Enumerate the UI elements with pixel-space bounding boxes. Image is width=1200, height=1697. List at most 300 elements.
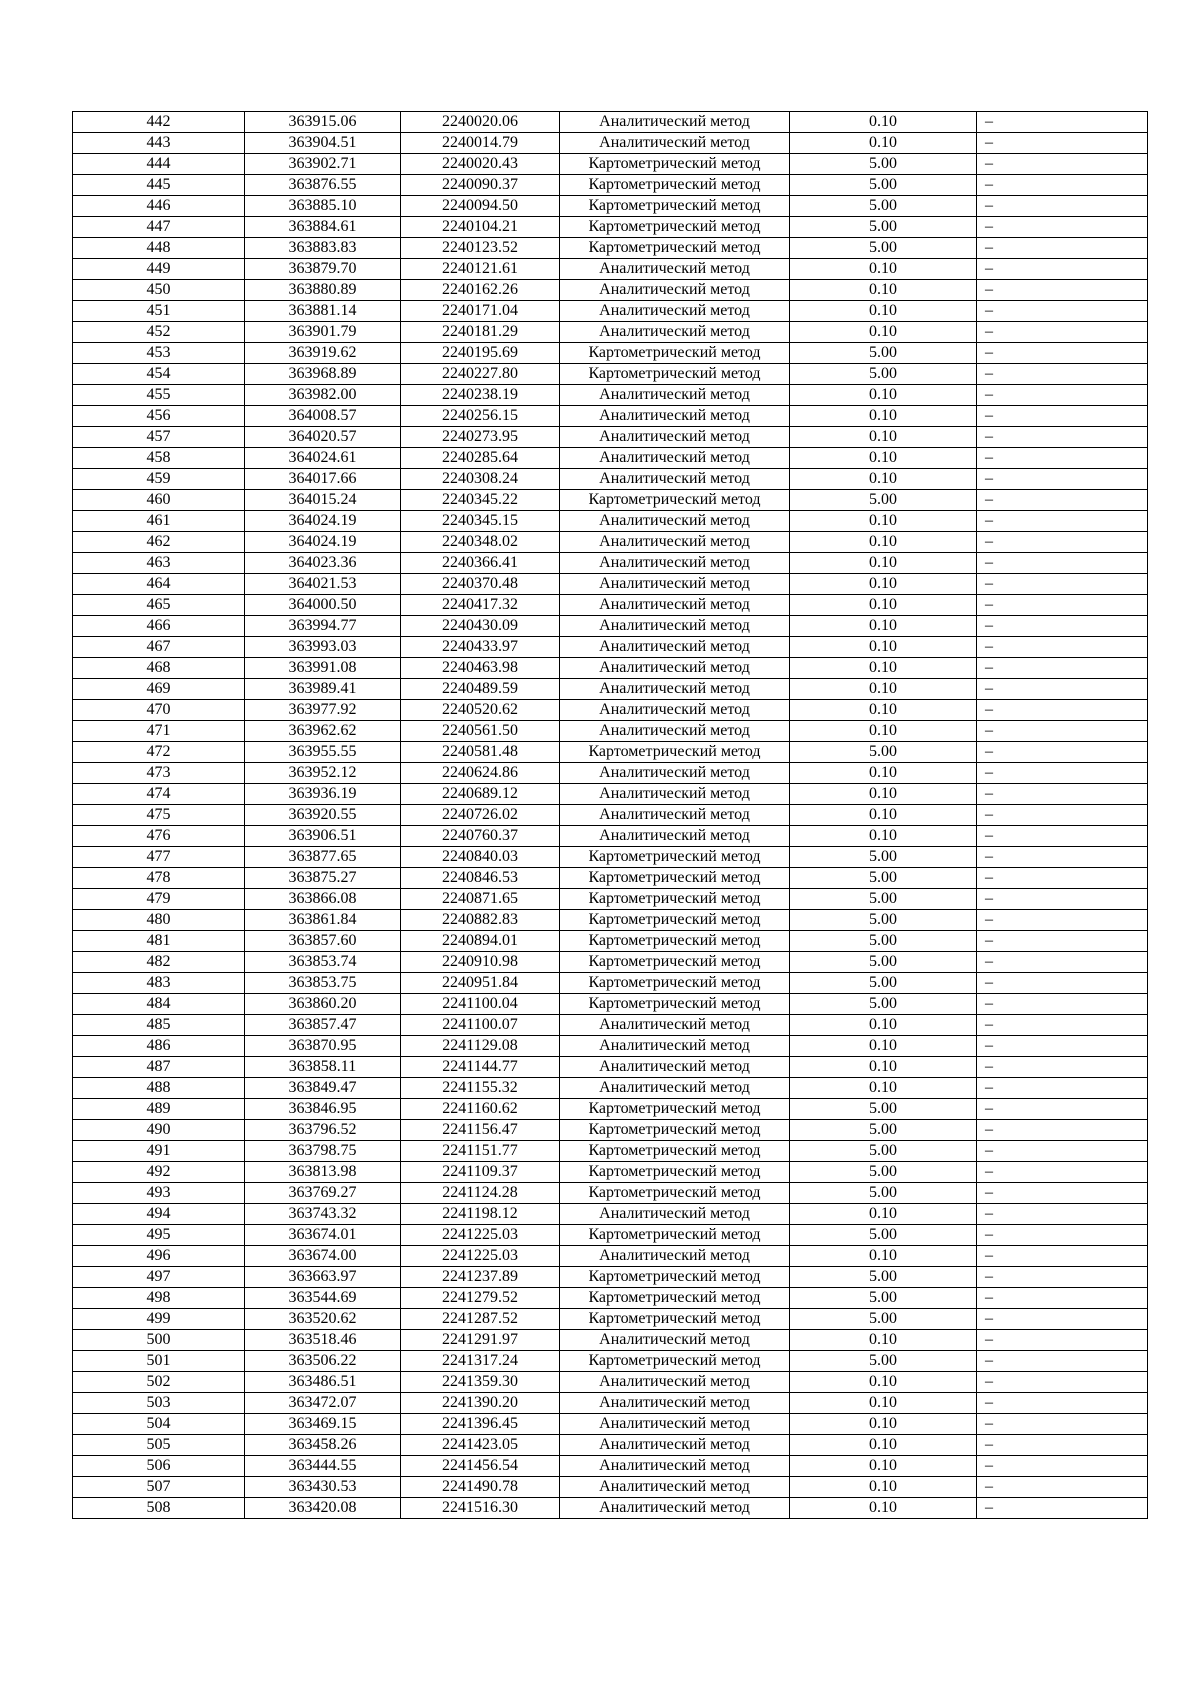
cell-accuracy: 0.10 xyxy=(790,763,977,784)
cell-point-number: 462 xyxy=(73,532,245,553)
cell-accuracy: 0.10 xyxy=(790,1204,977,1225)
cell-coord-x: 363989.41 xyxy=(245,679,401,700)
cell-coord-y: 2240689.12 xyxy=(401,784,560,805)
table-row xyxy=(73,1036,1148,1057)
cell-coord-y: 2241124.28 xyxy=(401,1183,560,1204)
cell-coord-y: 2241396.45 xyxy=(401,1414,560,1435)
cell-accuracy: 5.00 xyxy=(790,910,977,931)
cell-accuracy: 5.00 xyxy=(790,1141,977,1162)
table-row xyxy=(73,1246,1148,1267)
cell-coord-y: 2241225.03 xyxy=(401,1246,560,1267)
cell-method: Аналитический метод xyxy=(560,784,790,805)
cell-method: Аналитический метод xyxy=(560,658,790,679)
cell-description: – xyxy=(977,1246,1148,1267)
cell-accuracy: 5.00 xyxy=(790,217,977,238)
cell-accuracy: 0.10 xyxy=(790,427,977,448)
cell-method: Аналитический метод xyxy=(560,112,790,133)
cell-accuracy: 5.00 xyxy=(790,238,977,259)
cell-method: Аналитический метод xyxy=(560,826,790,847)
cell-description: – xyxy=(977,994,1148,1015)
cell-coord-y: 2241100.07 xyxy=(401,1015,560,1036)
cell-method: Аналитический метод xyxy=(560,1372,790,1393)
cell-description: – xyxy=(977,1330,1148,1351)
cell-method: Картометрический метод xyxy=(560,868,790,889)
cell-method: Аналитический метод xyxy=(560,1393,790,1414)
cell-coord-y: 2241198.12 xyxy=(401,1204,560,1225)
cell-method: Аналитический метод xyxy=(560,1015,790,1036)
table-row xyxy=(73,658,1148,679)
cell-point-number: 463 xyxy=(73,553,245,574)
cell-description: – xyxy=(977,553,1148,574)
cell-accuracy: 5.00 xyxy=(790,952,977,973)
cell-coord-x: 363420.08 xyxy=(245,1498,401,1519)
cell-coord-y: 2240951.84 xyxy=(401,973,560,994)
table-row xyxy=(73,133,1148,154)
cell-method: Картометрический метод xyxy=(560,217,790,238)
cell-coord-y: 2240366.41 xyxy=(401,553,560,574)
table-row xyxy=(73,952,1148,973)
table-row xyxy=(73,1120,1148,1141)
cell-coord-y: 2241225.03 xyxy=(401,1225,560,1246)
cell-method: Картометрический метод xyxy=(560,1162,790,1183)
cell-description: – xyxy=(977,637,1148,658)
table-row xyxy=(73,196,1148,217)
cell-description: – xyxy=(977,1036,1148,1057)
table-row xyxy=(73,679,1148,700)
cell-coord-x: 363982.00 xyxy=(245,385,401,406)
cell-coord-y: 2241317.24 xyxy=(401,1351,560,1372)
cell-point-number: 477 xyxy=(73,847,245,868)
cell-accuracy: 0.10 xyxy=(790,469,977,490)
cell-coord-x: 363977.92 xyxy=(245,700,401,721)
cell-accuracy: 0.10 xyxy=(790,133,977,154)
cell-point-number: 505 xyxy=(73,1435,245,1456)
cell-coord-x: 363884.61 xyxy=(245,217,401,238)
cell-method: Аналитический метод xyxy=(560,1498,790,1519)
cell-accuracy: 0.10 xyxy=(790,805,977,826)
cell-description: – xyxy=(977,406,1148,427)
cell-point-number: 495 xyxy=(73,1225,245,1246)
cell-description: – xyxy=(977,1414,1148,1435)
cell-coord-y: 2240910.98 xyxy=(401,952,560,973)
cell-method: Аналитический метод xyxy=(560,259,790,280)
table-row xyxy=(73,1078,1148,1099)
cell-description: – xyxy=(977,1099,1148,1120)
cell-accuracy: 5.00 xyxy=(790,1162,977,1183)
cell-point-number: 459 xyxy=(73,469,245,490)
cell-point-number: 499 xyxy=(73,1309,245,1330)
cell-accuracy: 0.10 xyxy=(790,1330,977,1351)
table-row xyxy=(73,1330,1148,1351)
cell-method: Аналитический метод xyxy=(560,532,790,553)
cell-point-number: 488 xyxy=(73,1078,245,1099)
cell-coord-y: 2240463.98 xyxy=(401,658,560,679)
cell-description: – xyxy=(977,154,1148,175)
table-row xyxy=(73,763,1148,784)
cell-description: – xyxy=(977,1393,1148,1414)
cell-method: Картометрический метод xyxy=(560,154,790,175)
cell-method: Картометрический метод xyxy=(560,343,790,364)
table-row xyxy=(73,1393,1148,1414)
cell-point-number: 489 xyxy=(73,1099,245,1120)
table-row xyxy=(73,1477,1148,1498)
cell-point-number: 461 xyxy=(73,511,245,532)
cell-description: – xyxy=(977,700,1148,721)
cell-point-number: 443 xyxy=(73,133,245,154)
cell-coord-y: 2240430.09 xyxy=(401,616,560,637)
cell-coord-x: 364008.57 xyxy=(245,406,401,427)
cell-description: – xyxy=(977,1015,1148,1036)
cell-method: Картометрический метод xyxy=(560,1225,790,1246)
cell-coord-x: 363952.12 xyxy=(245,763,401,784)
cell-accuracy: 0.10 xyxy=(790,112,977,133)
cell-accuracy: 0.10 xyxy=(790,574,977,595)
table-row xyxy=(73,385,1148,406)
cell-accuracy: 5.00 xyxy=(790,742,977,763)
cell-coord-y: 2241390.20 xyxy=(401,1393,560,1414)
cell-accuracy: 5.00 xyxy=(790,175,977,196)
cell-method: Аналитический метод xyxy=(560,301,790,322)
cell-coord-x: 363915.06 xyxy=(245,112,401,133)
cell-coord-y: 2240238.19 xyxy=(401,385,560,406)
cell-description: – xyxy=(977,259,1148,280)
table-row xyxy=(73,553,1148,574)
cell-coord-x: 363796.52 xyxy=(245,1120,401,1141)
cell-coord-x: 363853.75 xyxy=(245,973,401,994)
table-row xyxy=(73,427,1148,448)
cell-coord-y: 2241155.32 xyxy=(401,1078,560,1099)
cell-coord-y: 2240581.48 xyxy=(401,742,560,763)
cell-point-number: 466 xyxy=(73,616,245,637)
cell-description: – xyxy=(977,1456,1148,1477)
cell-coord-y: 2241100.04 xyxy=(401,994,560,1015)
table-row xyxy=(73,532,1148,553)
cell-description: – xyxy=(977,238,1148,259)
cell-coord-x: 363881.14 xyxy=(245,301,401,322)
cell-coord-x: 364000.50 xyxy=(245,595,401,616)
table-row xyxy=(73,175,1148,196)
cell-coord-x: 363904.51 xyxy=(245,133,401,154)
cell-coord-y: 2240846.53 xyxy=(401,868,560,889)
cell-point-number: 479 xyxy=(73,889,245,910)
cell-coord-y: 2241156.47 xyxy=(401,1120,560,1141)
cell-point-number: 483 xyxy=(73,973,245,994)
cell-coord-x: 363430.53 xyxy=(245,1477,401,1498)
cell-description: – xyxy=(977,1225,1148,1246)
cell-coord-y: 2240256.15 xyxy=(401,406,560,427)
cell-accuracy: 5.00 xyxy=(790,1099,977,1120)
cell-point-number: 502 xyxy=(73,1372,245,1393)
cell-coord-x: 363879.70 xyxy=(245,259,401,280)
cell-description: – xyxy=(977,1057,1148,1078)
cell-description: – xyxy=(977,574,1148,595)
cell-coord-x: 363920.55 xyxy=(245,805,401,826)
cell-method: Аналитический метод xyxy=(560,1435,790,1456)
cell-coord-y: 2240561.50 xyxy=(401,721,560,742)
cell-accuracy: 0.10 xyxy=(790,1414,977,1435)
table-row xyxy=(73,973,1148,994)
table-row xyxy=(73,805,1148,826)
cell-coord-x: 363906.51 xyxy=(245,826,401,847)
cell-coord-y: 2241109.37 xyxy=(401,1162,560,1183)
cell-method: Аналитический метод xyxy=(560,406,790,427)
cell-method: Картометрический метод xyxy=(560,1267,790,1288)
cell-point-number: 485 xyxy=(73,1015,245,1036)
cell-accuracy: 5.00 xyxy=(790,1309,977,1330)
cell-description: – xyxy=(977,364,1148,385)
cell-coord-x: 363861.84 xyxy=(245,910,401,931)
cell-point-number: 468 xyxy=(73,658,245,679)
cell-point-number: 458 xyxy=(73,448,245,469)
cell-coord-y: 2240104.21 xyxy=(401,217,560,238)
cell-description: – xyxy=(977,658,1148,679)
cell-description: – xyxy=(977,1162,1148,1183)
table-row xyxy=(73,910,1148,931)
cell-coord-y: 2240345.22 xyxy=(401,490,560,511)
cell-coord-y: 2240090.37 xyxy=(401,175,560,196)
cell-description: – xyxy=(977,112,1148,133)
cell-description: – xyxy=(977,1351,1148,1372)
cell-description: – xyxy=(977,868,1148,889)
cell-description: – xyxy=(977,427,1148,448)
cell-coord-y: 2240308.24 xyxy=(401,469,560,490)
cell-coord-y: 2240162.26 xyxy=(401,280,560,301)
cell-coord-x: 363877.65 xyxy=(245,847,401,868)
cell-point-number: 478 xyxy=(73,868,245,889)
cell-coord-y: 2240894.01 xyxy=(401,931,560,952)
cell-method: Аналитический метод xyxy=(560,511,790,532)
cell-coord-y: 2240181.29 xyxy=(401,322,560,343)
cell-accuracy: 0.10 xyxy=(790,1015,977,1036)
cell-point-number: 467 xyxy=(73,637,245,658)
cell-coord-y: 2240123.52 xyxy=(401,238,560,259)
cell-description: – xyxy=(977,1372,1148,1393)
cell-method: Аналитический метод xyxy=(560,1036,790,1057)
cell-coord-y: 2240348.02 xyxy=(401,532,560,553)
cell-point-number: 507 xyxy=(73,1477,245,1498)
cell-coord-x: 363866.08 xyxy=(245,889,401,910)
cell-coord-y: 2241237.89 xyxy=(401,1267,560,1288)
cell-method: Картометрический метод xyxy=(560,1183,790,1204)
table-row xyxy=(73,1204,1148,1225)
cell-point-number: 450 xyxy=(73,280,245,301)
cell-description: – xyxy=(977,910,1148,931)
table-row xyxy=(73,259,1148,280)
cell-coord-x: 363813.98 xyxy=(245,1162,401,1183)
cell-point-number: 486 xyxy=(73,1036,245,1057)
cell-coord-x: 363769.27 xyxy=(245,1183,401,1204)
cell-coord-y: 2241423.05 xyxy=(401,1435,560,1456)
cell-accuracy: 0.10 xyxy=(790,826,977,847)
table-row xyxy=(73,889,1148,910)
cell-point-number: 480 xyxy=(73,910,245,931)
table-row xyxy=(73,1309,1148,1330)
cell-accuracy: 0.10 xyxy=(790,700,977,721)
cell-coord-y: 2240760.37 xyxy=(401,826,560,847)
cell-coord-x: 363875.27 xyxy=(245,868,401,889)
cell-coord-x: 363798.75 xyxy=(245,1141,401,1162)
cell-coord-x: 363880.89 xyxy=(245,280,401,301)
cell-coord-y: 2240285.64 xyxy=(401,448,560,469)
table-row xyxy=(73,1057,1148,1078)
cell-accuracy: 5.00 xyxy=(790,1267,977,1288)
cell-coord-y: 2240882.83 xyxy=(401,910,560,931)
cell-coord-y: 2241129.08 xyxy=(401,1036,560,1057)
cell-point-number: 442 xyxy=(73,112,245,133)
cell-method: Аналитический метод xyxy=(560,700,790,721)
table-row xyxy=(73,406,1148,427)
cell-coord-y: 2241516.30 xyxy=(401,1498,560,1519)
cell-coord-x: 364024.61 xyxy=(245,448,401,469)
cell-method: Картометрический метод xyxy=(560,1309,790,1330)
table-row xyxy=(73,238,1148,259)
table-row xyxy=(73,616,1148,637)
cell-method: Аналитический метод xyxy=(560,805,790,826)
cell-description: – xyxy=(977,1309,1148,1330)
cell-accuracy: 0.10 xyxy=(790,532,977,553)
cell-accuracy: 0.10 xyxy=(790,1246,977,1267)
table-row xyxy=(73,994,1148,1015)
cell-coord-y: 2240227.80 xyxy=(401,364,560,385)
cell-coord-y: 2240520.62 xyxy=(401,700,560,721)
cell-method: Аналитический метод xyxy=(560,637,790,658)
cell-point-number: 504 xyxy=(73,1414,245,1435)
cell-coord-y: 2240417.32 xyxy=(401,595,560,616)
cell-accuracy: 0.10 xyxy=(790,406,977,427)
table-row xyxy=(73,280,1148,301)
cell-method: Аналитический метод xyxy=(560,427,790,448)
cell-point-number: 473 xyxy=(73,763,245,784)
cell-coord-x: 363936.19 xyxy=(245,784,401,805)
cell-coord-y: 2241456.54 xyxy=(401,1456,560,1477)
cell-coord-x: 363853.74 xyxy=(245,952,401,973)
cell-accuracy: 0.10 xyxy=(790,259,977,280)
cell-coord-y: 2240171.04 xyxy=(401,301,560,322)
cell-method: Картометрический метод xyxy=(560,1141,790,1162)
cell-point-number: 501 xyxy=(73,1351,245,1372)
cell-accuracy: 5.00 xyxy=(790,1225,977,1246)
cell-point-number: 449 xyxy=(73,259,245,280)
table-row xyxy=(73,574,1148,595)
cell-coord-x: 363883.83 xyxy=(245,238,401,259)
table-row xyxy=(73,1141,1148,1162)
cell-accuracy: 0.10 xyxy=(790,616,977,637)
cell-description: – xyxy=(977,490,1148,511)
cell-coord-y: 2240094.50 xyxy=(401,196,560,217)
cell-accuracy: 0.10 xyxy=(790,280,977,301)
cell-coord-y: 2241151.77 xyxy=(401,1141,560,1162)
cell-coord-y: 2240020.43 xyxy=(401,154,560,175)
cell-coord-y: 2241144.77 xyxy=(401,1057,560,1078)
cell-accuracy: 5.00 xyxy=(790,973,977,994)
cell-point-number: 453 xyxy=(73,343,245,364)
cell-coord-y: 2240195.69 xyxy=(401,343,560,364)
cell-coord-y: 2240726.02 xyxy=(401,805,560,826)
cell-point-number: 493 xyxy=(73,1183,245,1204)
cell-coord-x: 363518.46 xyxy=(245,1330,401,1351)
cell-description: – xyxy=(977,343,1148,364)
cell-method: Картометрический метод xyxy=(560,1351,790,1372)
cell-accuracy: 5.00 xyxy=(790,847,977,868)
cell-coord-x: 363444.55 xyxy=(245,1456,401,1477)
cell-coord-x: 363674.00 xyxy=(245,1246,401,1267)
cell-description: – xyxy=(977,217,1148,238)
table-row xyxy=(73,1288,1148,1309)
cell-method: Картометрический метод xyxy=(560,952,790,973)
cell-coord-y: 2241490.78 xyxy=(401,1477,560,1498)
coordinates-table-body xyxy=(73,112,1148,1519)
table-row xyxy=(73,1267,1148,1288)
cell-coord-y: 2240121.61 xyxy=(401,259,560,280)
cell-coord-y: 2240871.65 xyxy=(401,889,560,910)
cell-method: Картометрический метод xyxy=(560,1288,790,1309)
cell-method: Аналитический метод xyxy=(560,448,790,469)
cell-coord-x: 363846.95 xyxy=(245,1099,401,1120)
table-row xyxy=(73,595,1148,616)
cell-coord-y: 2240014.79 xyxy=(401,133,560,154)
cell-description: – xyxy=(977,847,1148,868)
table-row xyxy=(73,217,1148,238)
cell-coord-y: 2240345.15 xyxy=(401,511,560,532)
cell-method: Аналитический метод xyxy=(560,1078,790,1099)
cell-point-number: 490 xyxy=(73,1120,245,1141)
cell-point-number: 446 xyxy=(73,196,245,217)
cell-description: – xyxy=(977,1141,1148,1162)
table-row xyxy=(73,700,1148,721)
cell-accuracy: 0.10 xyxy=(790,1078,977,1099)
cell-method: Картометрический метод xyxy=(560,238,790,259)
cell-coord-x: 363857.60 xyxy=(245,931,401,952)
cell-point-number: 452 xyxy=(73,322,245,343)
cell-coord-x: 363968.89 xyxy=(245,364,401,385)
table-row xyxy=(73,511,1148,532)
cell-point-number: 470 xyxy=(73,700,245,721)
table-row xyxy=(73,301,1148,322)
cell-accuracy: 0.10 xyxy=(790,637,977,658)
cell-method: Аналитический метод xyxy=(560,721,790,742)
table-row xyxy=(73,448,1148,469)
cell-point-number: 465 xyxy=(73,595,245,616)
table-row xyxy=(73,826,1148,847)
cell-method: Картометрический метод xyxy=(560,742,790,763)
cell-point-number: 464 xyxy=(73,574,245,595)
cell-coord-x: 363962.62 xyxy=(245,721,401,742)
cell-accuracy: 5.00 xyxy=(790,931,977,952)
table-row xyxy=(73,1435,1148,1456)
cell-point-number: 454 xyxy=(73,364,245,385)
cell-coord-x: 363857.47 xyxy=(245,1015,401,1036)
cell-point-number: 445 xyxy=(73,175,245,196)
table-row xyxy=(73,364,1148,385)
cell-coord-x: 363860.20 xyxy=(245,994,401,1015)
cell-point-number: 484 xyxy=(73,994,245,1015)
cell-coord-y: 2241359.30 xyxy=(401,1372,560,1393)
table-row xyxy=(73,112,1148,133)
cell-description: – xyxy=(977,511,1148,532)
table-row xyxy=(73,1498,1148,1519)
table-row xyxy=(73,847,1148,868)
cell-method: Аналитический метод xyxy=(560,1057,790,1078)
cell-description: – xyxy=(977,322,1148,343)
cell-coord-y: 2240624.86 xyxy=(401,763,560,784)
cell-method: Аналитический метод xyxy=(560,322,790,343)
cell-accuracy: 0.10 xyxy=(790,1393,977,1414)
cell-method: Картометрический метод xyxy=(560,931,790,952)
table-row xyxy=(73,742,1148,763)
cell-point-number: 500 xyxy=(73,1330,245,1351)
cell-coord-x: 363994.77 xyxy=(245,616,401,637)
cell-method: Аналитический метод xyxy=(560,1414,790,1435)
